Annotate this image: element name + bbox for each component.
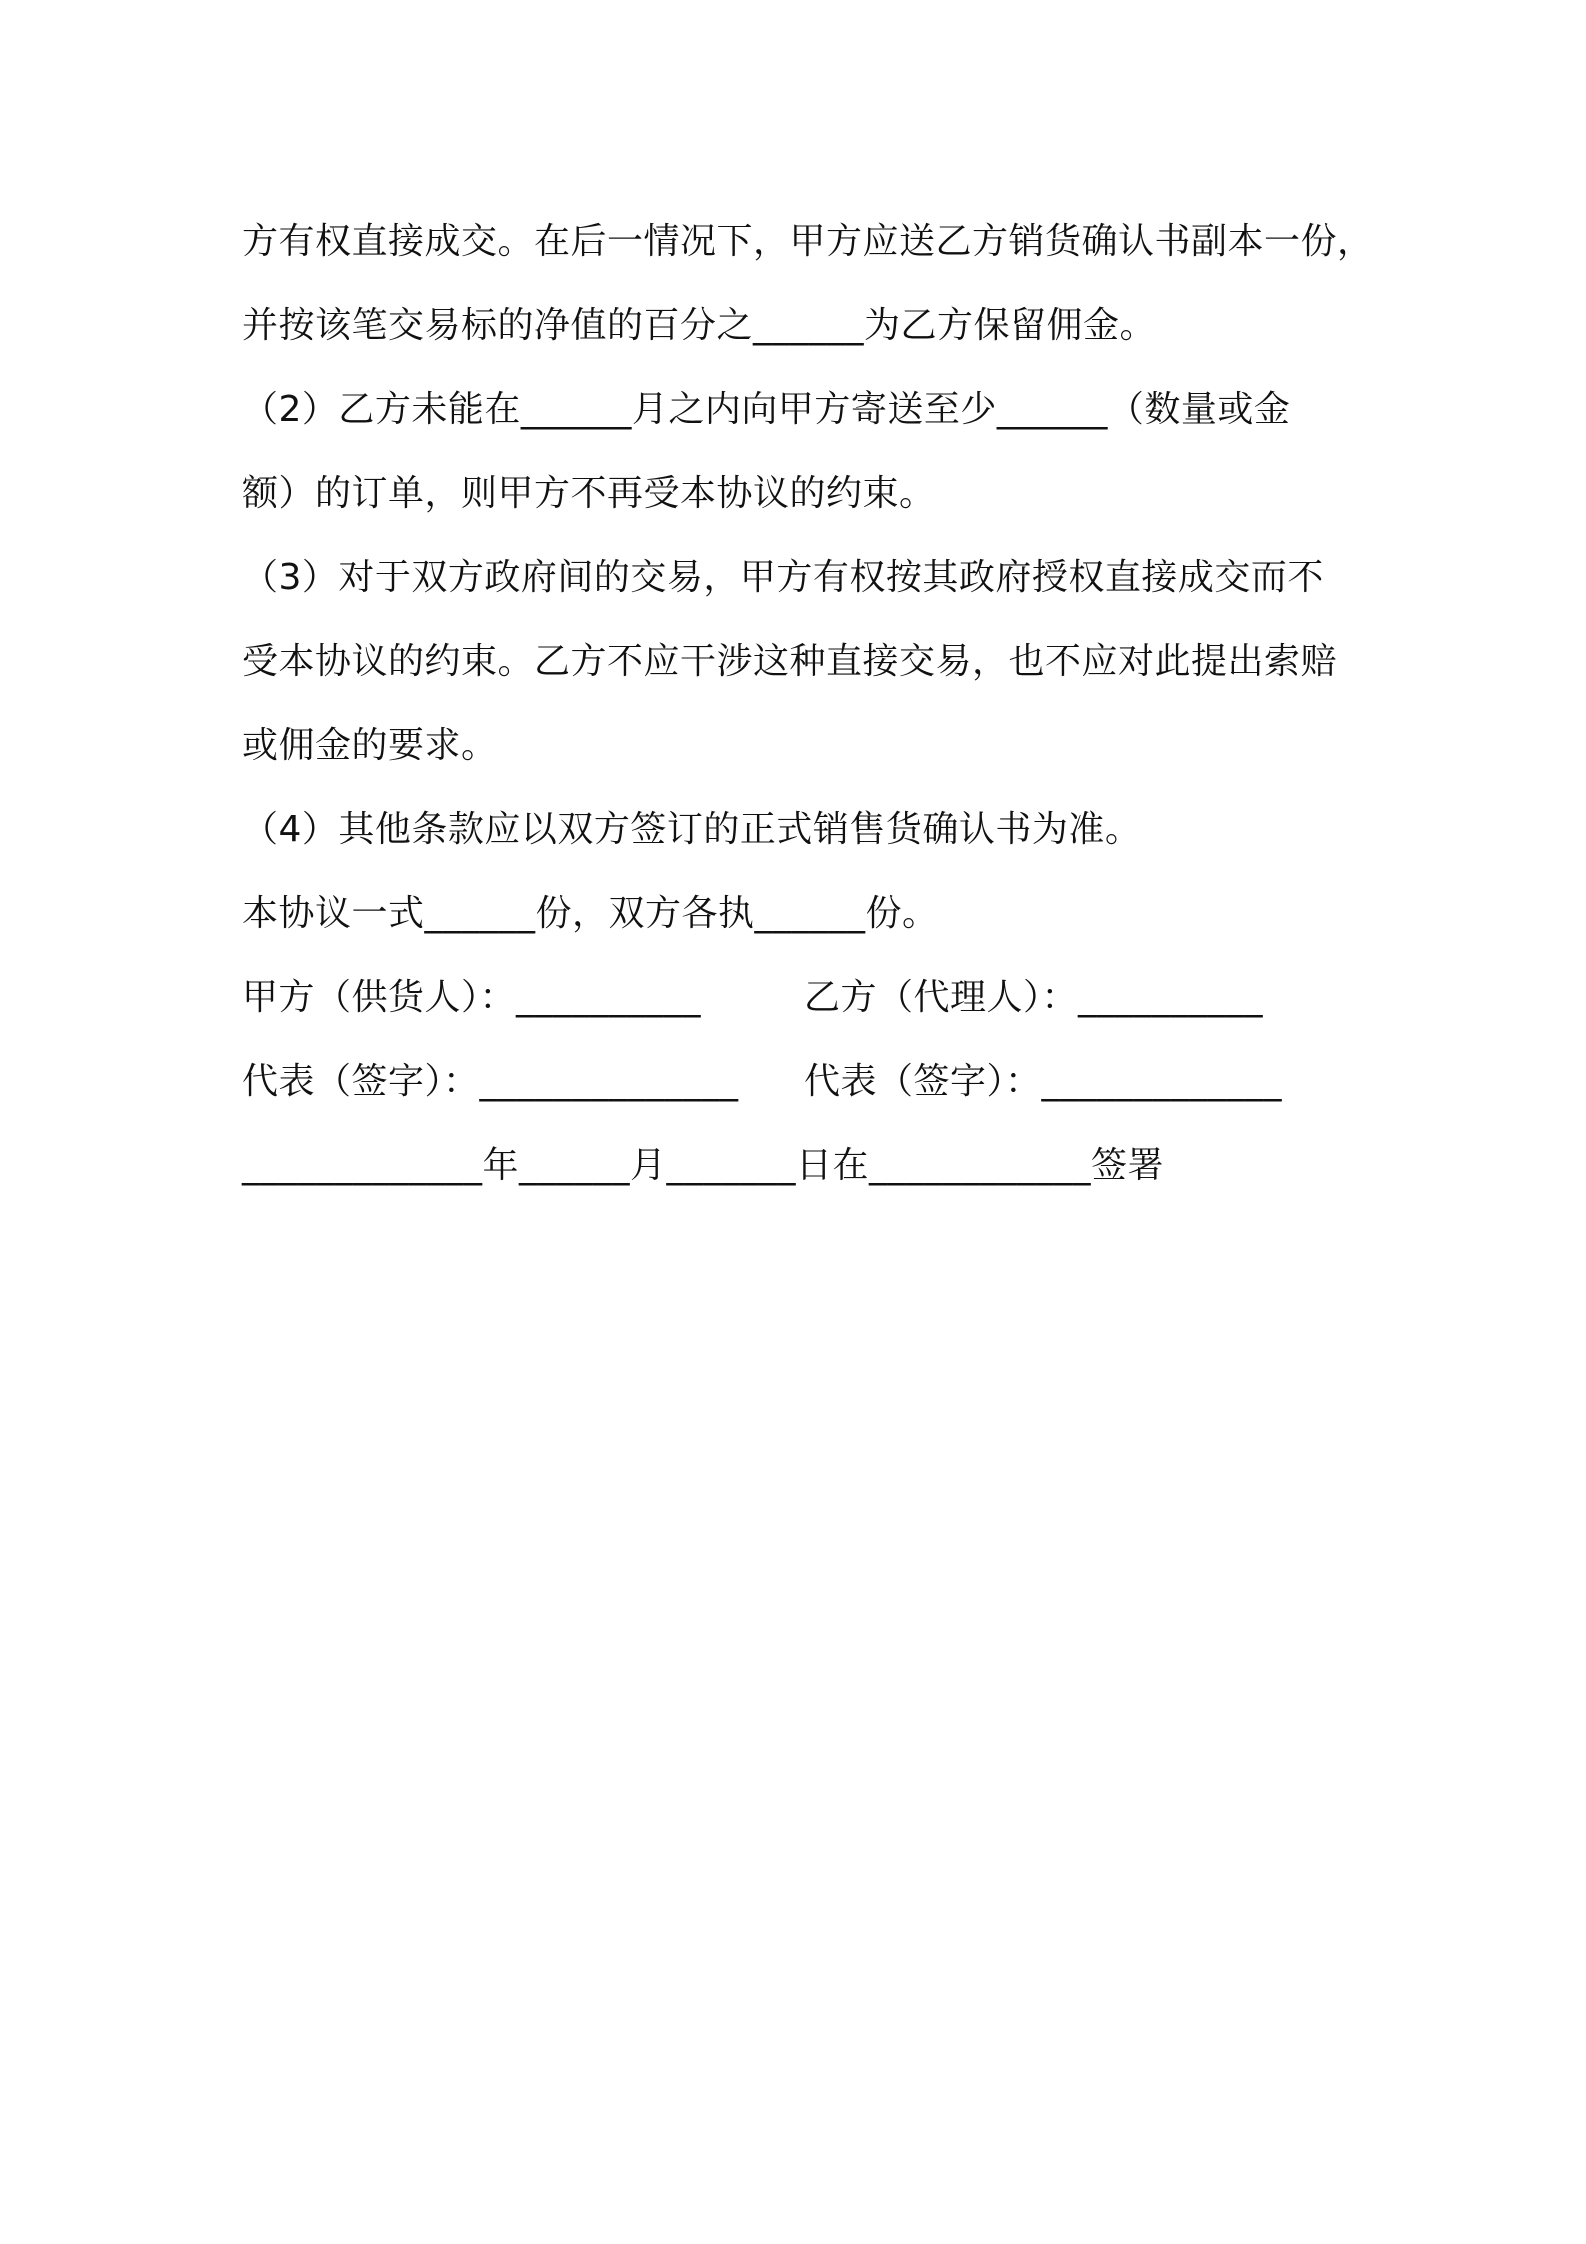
copies-line: 本协议一式______份，双方各执______份。 <box>242 893 939 934</box>
representative-b-field: 代表（签字）：_____________ <box>804 1061 1283 1102</box>
representative-a-field: 代表（签字）：______________ <box>242 1061 739 1102</box>
party-a-field: 甲方（供货人）：__________ <box>242 977 702 1018</box>
clause-3-line-1: （3）对于双方政府间的交易，甲方有权按其政府授权直接成交而不 <box>242 557 1324 598</box>
paragraph-line-2: 并按该笔交易标的净值的百分之______为乙方保留佣金。 <box>242 305 1157 346</box>
party-signature-row <box>242 956 1362 1040</box>
paragraph-line-1: 方有权直接成交。在后一情况下，甲方应送乙方销货确认书副本一份， <box>242 221 1374 262</box>
representative-signature-row <box>242 1040 1362 1124</box>
clause-2-line-2: 额）的订单，则甲方不再受本协议的约束。 <box>242 473 936 514</box>
clause-3-line-3: 或佣金的要求。 <box>242 725 498 766</box>
party-b-field: 乙方（代理人）：__________ <box>804 977 1264 1018</box>
document-body <box>242 200 1374 1208</box>
clause-2-line-1: （2）乙方未能在______月之内向甲方寄送至少______（数量或金 <box>242 389 1291 430</box>
clause-4-line: （4）其他条款应以双方签订的正式销售货确认书为准。 <box>242 809 1142 850</box>
clause-3-line-2: 受本协议的约束。乙方不应干涉这种直接交易，也不应对此提出索赔 <box>242 641 1338 682</box>
signing-date-line: _____________年______月_______日在____________签署 <box>242 1145 1164 1186</box>
